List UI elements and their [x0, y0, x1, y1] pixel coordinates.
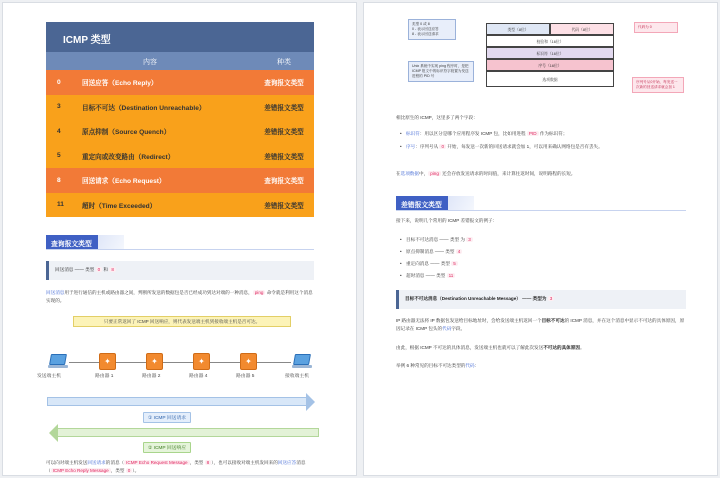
type-tag: 3	[468, 237, 471, 242]
error-item	[406, 260, 458, 268]
link-text: 不可达的具体原因	[543, 345, 580, 350]
error-item-text: 重定向消息 —— 类型	[406, 261, 452, 266]
row-type-name: 原点抑制（Source Quench）	[82, 129, 171, 137]
para-text: ，类型	[110, 468, 126, 473]
link-text: 选项数据	[400, 171, 419, 176]
checksum-field: 校验和（16位）	[486, 35, 614, 47]
para-text: 字段。	[451, 326, 466, 331]
type-tag: 3	[549, 296, 553, 301]
bullet-text: ：用以区分是哪个应用程序发 ICMP 包，比如用进程	[419, 131, 527, 136]
row-type-name: 超时（Time Exceeded）	[82, 202, 157, 210]
code-tag: ping	[254, 290, 264, 295]
callout-unreachable	[396, 290, 686, 309]
left-page	[2, 2, 357, 476]
row-type-number: 5	[57, 152, 61, 160]
options-field: 选项数据	[486, 71, 614, 87]
bullet-text: ：序列号从	[415, 144, 440, 149]
code-tag: 0	[441, 144, 445, 149]
para-text: 还会存放发送请求的时间值，来计算往返时间，说明路程的长短。	[440, 171, 576, 176]
section-divider	[396, 210, 686, 211]
row-type-kind: 查询报文类型	[264, 178, 304, 186]
reply-label: ② ICMP 回送响应	[143, 442, 191, 453]
link-text: 回送应答	[277, 460, 297, 465]
router-label: 路由器 2	[142, 374, 161, 379]
echo-paragraph	[46, 289, 314, 305]
router-icon: ✦	[99, 353, 116, 370]
row-type-name: 目标不可达（Destination Unreachable）	[82, 104, 206, 112]
options-paragraph	[396, 170, 686, 178]
bullet-label: 序号	[406, 144, 416, 149]
receiver-host-icon	[293, 354, 311, 368]
table-row	[46, 193, 314, 218]
router-icon: ✦	[193, 353, 210, 370]
type-tag: 4	[457, 249, 461, 254]
row-type-kind: 查询报文类型	[264, 80, 304, 88]
code-tag: ICMP Echo Reply Message	[52, 468, 109, 473]
para-text: ：	[474, 363, 480, 368]
type-tag: 0	[127, 468, 131, 473]
callout-text: 和	[102, 267, 110, 272]
row-type-name: 回送应答（Echo Reply）	[82, 80, 158, 88]
para-text: 的消息（	[105, 460, 125, 465]
row-type-number: 8	[57, 176, 61, 184]
yellow-note: 只要正常返回了 ICMP 回送响应，则代表发送端主机到接收端主机是否可达。	[73, 316, 291, 327]
para-text: 由此，根据 ICMP 不可达的具体消息，发送端主机也就可以了解此次发送	[396, 345, 544, 350]
sequence-field: 序号（16位）	[486, 59, 614, 71]
table-row	[46, 144, 314, 169]
type-field: 类型（8位）	[486, 23, 550, 35]
code-tag: PID	[528, 131, 537, 136]
table-row	[46, 95, 314, 120]
type-tag: 5	[453, 261, 456, 266]
para-text: 中，	[419, 171, 429, 176]
row-type-number: 4	[57, 127, 61, 135]
section-query-types	[46, 235, 98, 249]
reply-arrow	[57, 428, 319, 437]
type-tag: 8	[111, 267, 114, 272]
code-note: 代码为 0	[634, 22, 678, 33]
receiver-label: 接收端主机	[285, 374, 309, 379]
para-text: ）。	[132, 468, 140, 473]
para-text: IP 路由器无法将 IP 数据包发送给目标地址时，会给发送端主机返回一个	[396, 318, 542, 323]
request-label: ① ICMP 回送请求	[143, 412, 191, 423]
router-label: 路由器 4	[189, 374, 208, 379]
bullet-label: 标识符	[406, 131, 420, 136]
code-field: 代码（8位）	[550, 23, 614, 35]
router-label: 路由器 1	[95, 374, 114, 379]
bullet-identifier	[406, 130, 686, 138]
para-text: 举例 6 种常见的目标不可达类型的	[396, 363, 466, 368]
row-type-kind: 差错报文类型	[264, 104, 304, 112]
row-type-kind: 差错报文类型	[264, 153, 304, 161]
row-type-number: 11	[57, 201, 64, 209]
router-label: 路由器 5	[236, 374, 255, 379]
para-text: 消息（	[46, 460, 306, 473]
para-text: 在	[396, 171, 401, 176]
callout-text: 目标不可达消息（Destination Unreachable Message） —— 类型为	[405, 296, 548, 301]
type-tag: 8	[206, 460, 210, 465]
link-text: 回送消息	[46, 290, 65, 295]
para-text: 命令就是利用这个消息实现的。	[46, 290, 313, 303]
para-text: ），也可以接收对端主机发回来的	[211, 460, 278, 465]
reason-paragraph	[396, 344, 686, 352]
right-page	[363, 2, 718, 476]
error-item	[406, 236, 473, 244]
error-item-text: 原点抑制消息 —— 类型	[406, 249, 456, 254]
row-type-number: 0	[57, 78, 61, 86]
error-item	[406, 248, 462, 256]
identifier-field: 标识符（16位）	[486, 47, 614, 59]
codes-paragraph	[396, 362, 686, 370]
para-text: ，类型	[189, 460, 205, 465]
bullet-text: 作为标识符；	[538, 131, 568, 136]
error-intro: 接下来，说明几个常用的 ICMP 差错报文的例子：	[396, 218, 498, 223]
table-row	[46, 119, 314, 144]
para-text: 可以向对端主机发送	[46, 460, 88, 465]
link-text: 回送请求	[87, 460, 106, 465]
link-text: 目标不可达	[541, 318, 565, 323]
unreachable-paragraph	[396, 317, 686, 333]
type-tag: 0	[97, 267, 101, 272]
error-item-text: 目标不可达消息 —— 类型 为	[406, 237, 467, 242]
router-icon: ✦	[146, 353, 163, 370]
row-type-number: 3	[57, 103, 61, 111]
bottom-paragraph	[46, 459, 322, 475]
link-text: 代码	[442, 326, 452, 331]
icmp-header-diagram	[408, 17, 688, 99]
error-item	[406, 272, 455, 280]
icmp-type-table	[46, 22, 314, 217]
type-tag: 11	[448, 273, 454, 278]
table-row	[46, 70, 314, 95]
link-text: 代码	[465, 363, 475, 368]
callout-echo	[46, 261, 314, 280]
row-type-kind: 差错报文类型	[264, 129, 304, 137]
para-text: 。	[579, 345, 585, 350]
intro-paragraph: 相比原生的 ICMP，这里多了两个字段：	[396, 115, 478, 120]
row-type-name: 回送请求（Echo Request）	[82, 178, 166, 186]
bullet-sequence	[406, 143, 686, 151]
request-arrow	[47, 397, 307, 406]
para-text: 的 ICMP 消息，并在这个消息中显示不可达的具体原因，原因记录在 ICMP 包头的	[396, 318, 685, 331]
table-header	[46, 52, 314, 70]
header-content: 内容	[143, 59, 157, 66]
echo-network-diagram	[37, 347, 327, 457]
table-row	[46, 168, 314, 193]
bullet-text: 开始，每发送一次新的回送请求就会加 1，可以用来确认网络包是否有丢失。	[446, 144, 603, 149]
header-kind: 种类	[277, 59, 291, 66]
row-type-name: 重定向或改变路由（Redirect）	[82, 153, 175, 161]
section-title: 差错报文类型	[401, 202, 442, 209]
seq-note: 序列号从0开始，每发送一次新的回送请求就会加 1	[632, 77, 684, 93]
para-text: 用于进行通信的主机或路由器之间，判断所发送的数据包是否已经成功到达对端的一种消息，	[64, 290, 253, 295]
unix-note: Unix 系统中实现 ping 程序时，是把 ICMP 报文中的标识符字段置为发送进程的 PID 号	[408, 61, 474, 82]
code-tag: ICMP Echo Request Message	[126, 460, 188, 465]
callout-text: 回送消息 —— 类型	[55, 267, 96, 272]
error-item-text: 超时消息 —— 类型	[406, 273, 447, 278]
row-type-kind: 差错报文类型	[264, 202, 304, 210]
code-tag: ping	[430, 171, 439, 176]
section-title: 查询报文类型	[51, 241, 92, 248]
sender-host-icon	[49, 354, 67, 368]
section-divider	[46, 249, 314, 250]
table-title: ICMP 类型	[46, 22, 314, 52]
section-error-types	[396, 196, 448, 210]
sender-label: 发送端主机	[37, 374, 61, 379]
type-note: 类型 0 或 8 0 - 表示回送应答 8 - 表示回送请求	[408, 19, 456, 40]
router-icon: ✦	[240, 353, 257, 370]
